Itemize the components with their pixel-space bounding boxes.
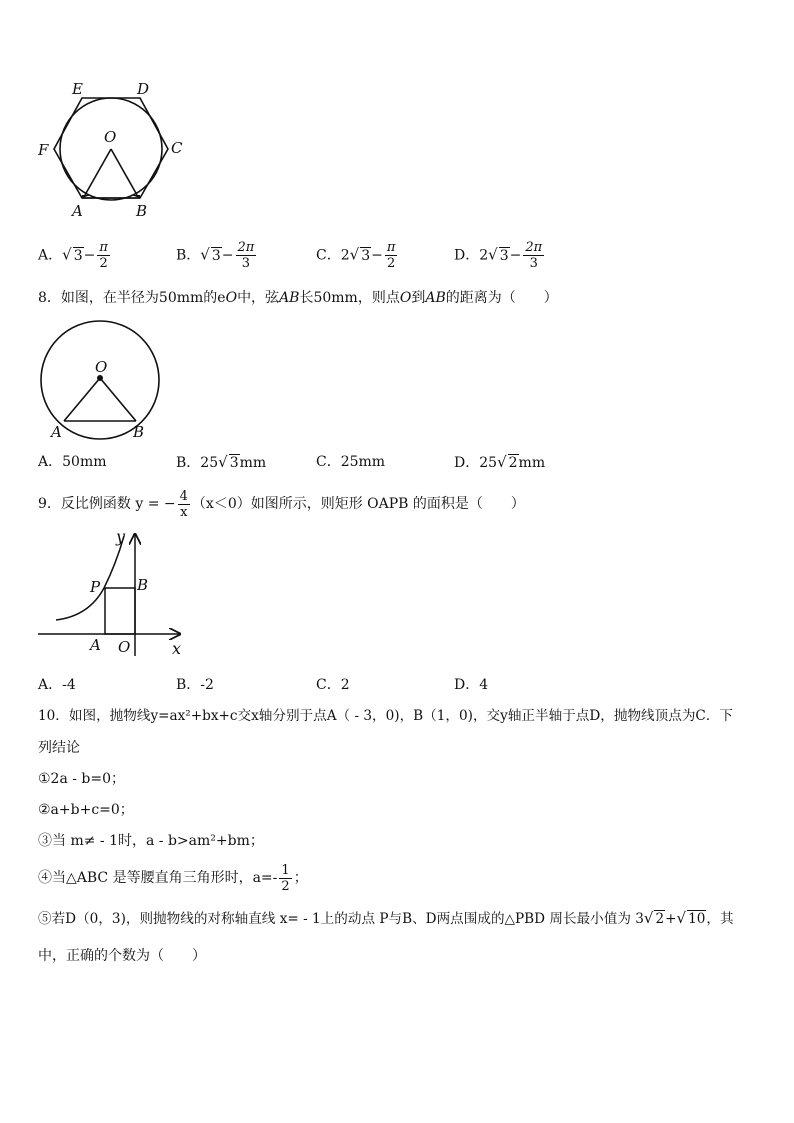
- q10-conclusion-1: ①2a - b=0；: [38, 771, 126, 787]
- radius-ob: [111, 149, 137, 195]
- q9-figure: [34, 528, 194, 660]
- q9-option-d[interactable]: D．4: [454, 677, 489, 693]
- label-a: A: [51, 423, 62, 441]
- q10-stem-line2: 列结论: [38, 740, 80, 756]
- label-b: B: [133, 423, 145, 441]
- label-y: y: [116, 528, 126, 546]
- q8-option-a[interactable]: A．50mm: [38, 454, 107, 470]
- label-a: A: [90, 636, 101, 654]
- q10-conclusion-4: ④当△ABC 是等腰直角三角形时，a=- $\frac{1}{2}$ ；: [38, 862, 308, 894]
- q10-stem-last: 中，正确的个数为（ ）: [38, 948, 206, 964]
- label-c: C: [171, 139, 183, 157]
- radius-oa: [85, 149, 111, 195]
- label-o: O: [95, 358, 108, 376]
- q7-option-b[interactable]: B．√ 3− $\frac{2\pi}{3}$: [176, 240, 255, 271]
- q10-conclusion-3: ③当 m≠ - 1时，a - b>am²+bm；: [38, 833, 264, 849]
- hexagon: [54, 98, 168, 198]
- radius-ob: [100, 378, 136, 421]
- q9-stem: 9．反比例函数 y = − $\frac{4}{x}$ （x＜0）如图所示，则矩形 OAPB 的面积是（ ）: [38, 488, 525, 520]
- q10-conclusion-5: ⑤若D（0，3)，则抛物线的对称轴直线 x= - 1上的动点 P与B、D两点围成的△PBD 周长最小值为 3√ 2+√ 10，其: [38, 909, 734, 927]
- label-f: F: [38, 141, 49, 159]
- q8-stem: 8．如图，在半径为50mm的eO中，弦AB长50mm，则点O到AB的距离为（ ）: [38, 290, 558, 306]
- q7-figure: [34, 78, 194, 223]
- q8-option-d[interactable]: D．25√ 2mm: [454, 453, 546, 471]
- label-d: D: [137, 80, 150, 98]
- q9-option-c[interactable]: C．2: [316, 677, 350, 693]
- rectangle-oapb: [105, 588, 135, 634]
- label-a: A: [72, 202, 83, 220]
- q7-option-c[interactable]: C．2√ 3− $\frac{\pi}{2}$: [316, 240, 396, 271]
- q7-option-d[interactable]: D．2√ 3− $\frac{2\pi}{3}$: [454, 240, 543, 271]
- label-b: B: [137, 576, 149, 594]
- label-b: B: [136, 202, 148, 220]
- q9-option-b[interactable]: B．-2: [176, 677, 214, 693]
- q7-option-a[interactable]: A．√ 3− $\frac{\pi}{2}$: [38, 240, 108, 271]
- q9-option-a[interactable]: A．-4: [38, 677, 76, 693]
- label-x: x: [172, 639, 182, 658]
- label-p: P: [90, 578, 101, 596]
- label-e: E: [72, 80, 83, 98]
- q8-figure: [34, 320, 169, 445]
- q10-conclusion-2: ②a+b+c=0；: [38, 802, 134, 818]
- label-o: O: [118, 638, 131, 656]
- q10-stem-line1: 10．如图，抛物线y=ax²+bx+c交x轴分别于点A（ - 3，0)，B（1，0)，交y轴正半轴于点D，抛物线顶点为C．下: [38, 708, 734, 724]
- radius-oa: [64, 378, 100, 421]
- label-o: O: [104, 128, 117, 146]
- q8-option-b[interactable]: B．25√ 3mm: [176, 453, 267, 471]
- q8-option-c[interactable]: C．25mm: [316, 454, 386, 470]
